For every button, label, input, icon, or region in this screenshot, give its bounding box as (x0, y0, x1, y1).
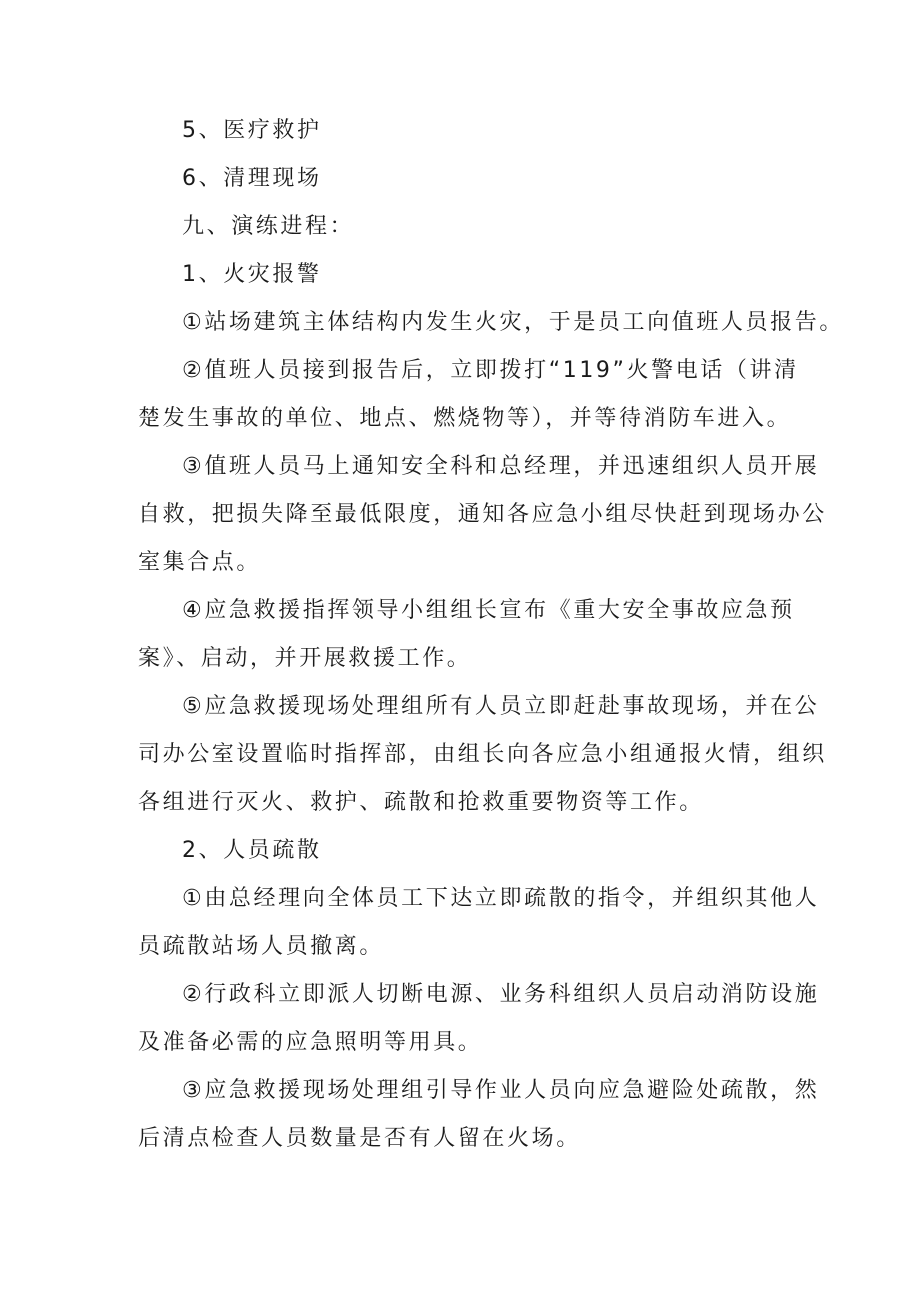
paragraph-line: 各组进行灭火、救护、疏散和抢救重要物资等工作。 (138, 790, 704, 815)
subheading-evacuation: 2、人员疏散 (182, 838, 322, 863)
paragraph-line: 后清点检查人员数量是否有人留在火场。 (138, 1126, 581, 1151)
paragraph-line: ⑤应急救援现场处理组所有人员立即赶赴事故现场，并在公 (182, 694, 820, 719)
paragraph-line: 自救，把损失降至最低限度，通知各应急小组尽快赶到现场办公 (138, 502, 827, 527)
paragraph-line: ①由总经理向全体员工下达立即疏散的指令，并组织其他人 (182, 886, 820, 911)
paragraph-line: 案》、启动，并开展救援工作。 (138, 646, 472, 671)
paragraph-line: 及准备必需的应急照明等用具。 (138, 1030, 483, 1055)
document-body (138, 107, 844, 1163)
subheading-fire-alarm: 1、火灾报警 (182, 262, 322, 287)
paragraph-line: ①站场建筑主体结构内发生火灾，于是员工向值班人员报告。 (182, 310, 844, 335)
paragraph-line: ②行政科立即派人切断电源、业务科组织人员启动消防设施 (182, 982, 820, 1007)
paragraph-line: ③值班人员马上通知安全科和总经理，并迅速组织人员开展 (182, 454, 820, 479)
paragraph-line: ②值班人员接到报告后，立即拨打“119”火警电话（讲清 (182, 358, 799, 383)
paragraph-line: ④应急救援指挥领导小组组长宣布《重大安全事故应急预 (182, 598, 795, 623)
paragraph-line: 司办公室设置临时指挥部，由组长向各应急小组通报火情，组织 (138, 742, 827, 767)
paragraph-line: 楚发生事故的单位、地点、燃烧物等），并等待消防车进入。 (138, 406, 792, 431)
paragraph-line: 员疏散站场人员撤离。 (138, 934, 385, 959)
section-heading-drill-process: 九、演练进程： (182, 214, 355, 239)
list-item-clear-site: 6、清理现场 (182, 166, 322, 191)
paragraph-line: ③应急救援现场处理组引导作业人员向应急避险处疏散，然 (182, 1078, 820, 1103)
list-item-medical-rescue: 5、医疗救护 (182, 118, 322, 143)
paragraph-line: 室集合点。 (138, 550, 262, 575)
